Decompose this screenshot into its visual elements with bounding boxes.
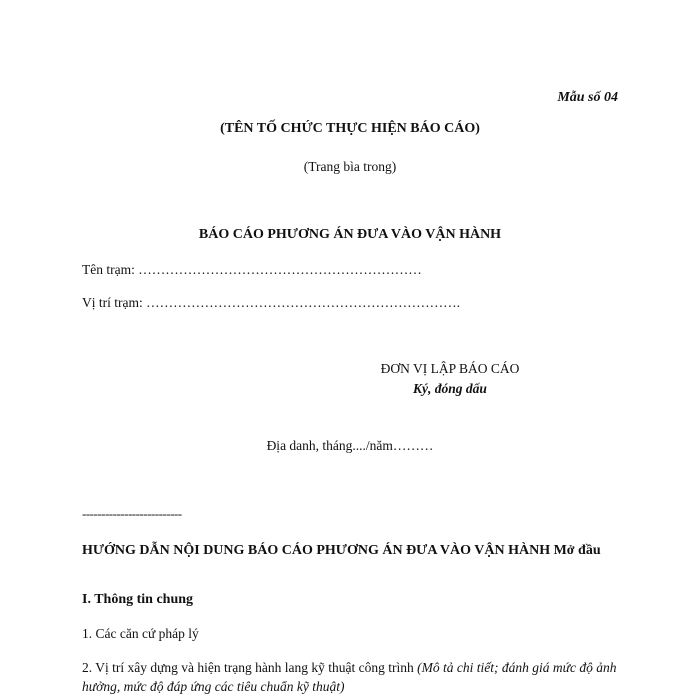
station-location-field: Vị trí trạm: ……………………………………………………………. [82,295,460,310]
place-date: Địa danh, tháng..../năm……… [266,438,434,453]
section-heading-general-info: I. Thông tin chung [82,592,194,607]
organization-name-placeholder: (TÊN TỐ CHỨC THỰC HIỆN BÁO CÁO) [220,121,480,136]
form-number: Mẫu số 04 [557,90,618,105]
signer-sign-note: Ký, đóng dấu [413,381,487,396]
report-title: BÁO CÁO PHƯƠNG ÁN ĐƯA VÀO VẬN HÀNH [198,227,502,242]
item-construction-location [82,658,627,696]
station-name-field: Tên trạm: ……………………………………………………… [82,262,422,277]
cover-page-note: (Trang bìa trong) [303,159,397,174]
item-construction-location-note: (Mô tả chi tiết; đánh giá mức độ ảnh hưởng, mức độ đáp ứng các tiêu chuẩn kỹ thuật) [82,660,617,694]
guide-title: HƯỚNG DẪN NỘI DUNG BÁO CÁO PHƯƠNG ÁN ĐƯA VÀO VẬN HÀNH Mở đầu [82,543,601,558]
signer-block [370,360,530,398]
footnote-divider: -------------------------- [82,506,182,521]
item-legal-basis: 1. Các căn cứ pháp lý [82,626,199,641]
signer-unit: ĐƠN VỊ LẬP BÁO CÁO [380,361,520,376]
item-construction-location-text: 2. Vị trí xây dựng và hiện trạng hành lang kỹ thuật công trình [82,660,418,675]
